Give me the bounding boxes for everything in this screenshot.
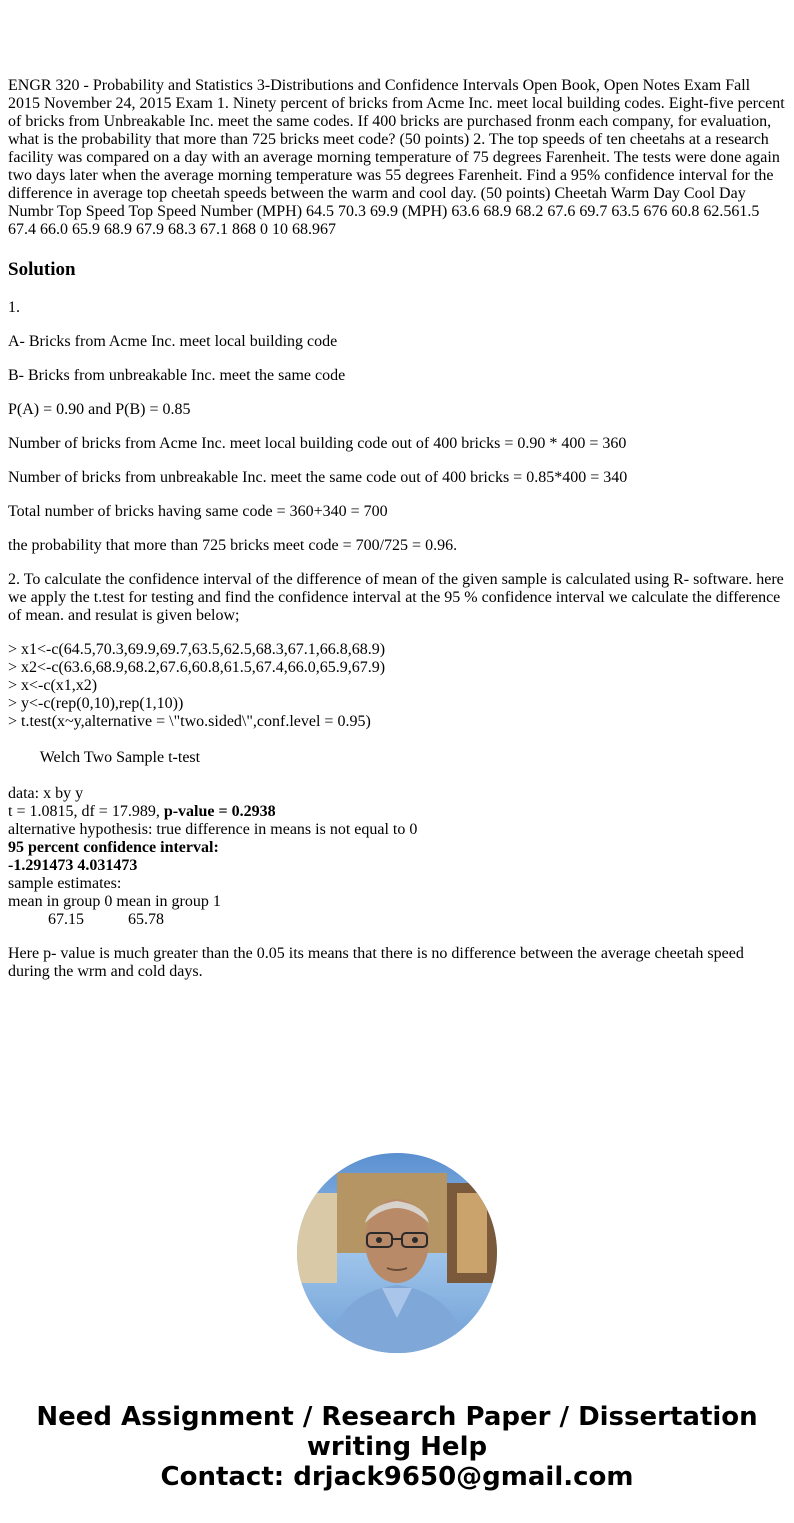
code-line: > x2<-c(63.6,68.9,68.2,67.6,60.8,61.5,67.4,66.0,65.9,67.9) <box>8 659 386 676</box>
code-line: > x1<-c(64.5,70.3,69.9,69.7,63.5,62.5,68.3,67.1,66.8,68.9) <box>8 641 386 658</box>
alternative-hypothesis: alternative hypothesis: true difference in means is not equal to 0 <box>8 821 418 838</box>
estimates-values: 67.15 65.78 <box>8 911 164 928</box>
author-portrait-image <box>297 1153 497 1353</box>
author-photo <box>297 1153 497 1353</box>
paragraph: A- Bricks from Acme Inc. meet local building code <box>8 333 338 350</box>
paragraph: B- Bricks from unbreakable Inc. meet the same code <box>8 367 346 384</box>
paragraph: Total number of bricks having same code = 360+340 = 700 <box>8 503 388 520</box>
paragraph: 2. To calculate the confidence interval of the difference of mean of the given sample is calculated using R- software. here we apply the t.test for testing and find the confidence interval at the 95 % confidence interval we calculate the difference of mean. and resulat is given below; <box>8 571 784 624</box>
banner-line: Need Assignment / Research Paper / Dissertation <box>36 1402 758 1432</box>
confidence-interval-label: 95 percent confidence interval: <box>8 839 219 856</box>
promo-banner <box>0 1402 794 1492</box>
solution-heading: Solution <box>8 259 76 280</box>
paragraph: 1. <box>8 299 20 316</box>
p-value: p-value = 0.2938 <box>163 803 276 820</box>
paragraph: Number of bricks from Acme Inc. meet local building code out of 400 bricks = 0.90 * 400 = 360 <box>8 435 627 452</box>
banner-line: writing Help <box>306 1432 488 1462</box>
code-line: > y<-c(rep(0,10),rep(1,10)) <box>8 695 184 712</box>
paragraph: Number of bricks from unbreakable Inc. meet the same code out of 400 bricks = 0.85*400 = 340 <box>8 469 628 486</box>
page-content <box>8 77 786 981</box>
test-title: Welch Two Sample t-test <box>8 749 201 766</box>
estimates-header: mean in group 0 mean in group 1 <box>8 893 221 910</box>
code-line: > x<-c(x1,x2) <box>8 677 98 694</box>
banner-contact: Contact: drjack9650@gmail.com <box>160 1462 634 1492</box>
data-line: data: x by y <box>8 785 84 802</box>
paragraph: the probability that more than 725 bricks meet code = 700/725 = 0.96. <box>8 537 458 554</box>
r-code-block <box>8 641 786 929</box>
t-statistic: t = 1.0815, df = 17.989, <box>8 803 164 820</box>
estimates-label: sample estimates: <box>8 875 122 892</box>
code-line: > t.test(x~y,alternative = \"two.sided\",conf.level = 0.95) <box>8 713 371 730</box>
question-text: ENGR 320 - Probability and Statistics 3-Distributions and Confidence Intervals Open Book, Open Notes Exam Fall 2015 November 24, 2015 Exam 1. Ninety percent of bricks from Acme Inc. meet local building codes. Eight-five percent of bricks from Unbreakable Inc. meet the same codes. If 400 bricks are purchased fronm each company, for evaluation, what is the probability that more than 725 bricks meet code? (50 points) 2. The top speeds of ten cheetahs at a research facility was compared on a day with an average morning temperature of 75 degrees Farenheit. The tests were done again two days later when the average morning temperature was 55 degrees Farenheit. Find a 95% confidence interval for the difference in average top cheetah speeds between the warm and cool day. (50 points) Cheetah Warm Day Cool Day Numbr Top Speed Top Speed Number (MPH) 64.5 70.3 69.9 (MPH) 63.6 68.9 68.2 67.6 69.7 63.5 676 60.8 62.561.5 67.4 66.0 65.9 68.9 67.9 68.3 67.1 868 0 10 68.967 <box>8 77 785 238</box>
confidence-interval-values: -1.291473 4.031473 <box>8 857 138 874</box>
conclusion-text: Here p- value is much greater than the 0.05 its means that there is no difference between the average cheetah speed during the wrm and cold days. <box>8 945 744 980</box>
paragraph: P(A) = 0.90 and P(B) = 0.85 <box>8 401 191 418</box>
